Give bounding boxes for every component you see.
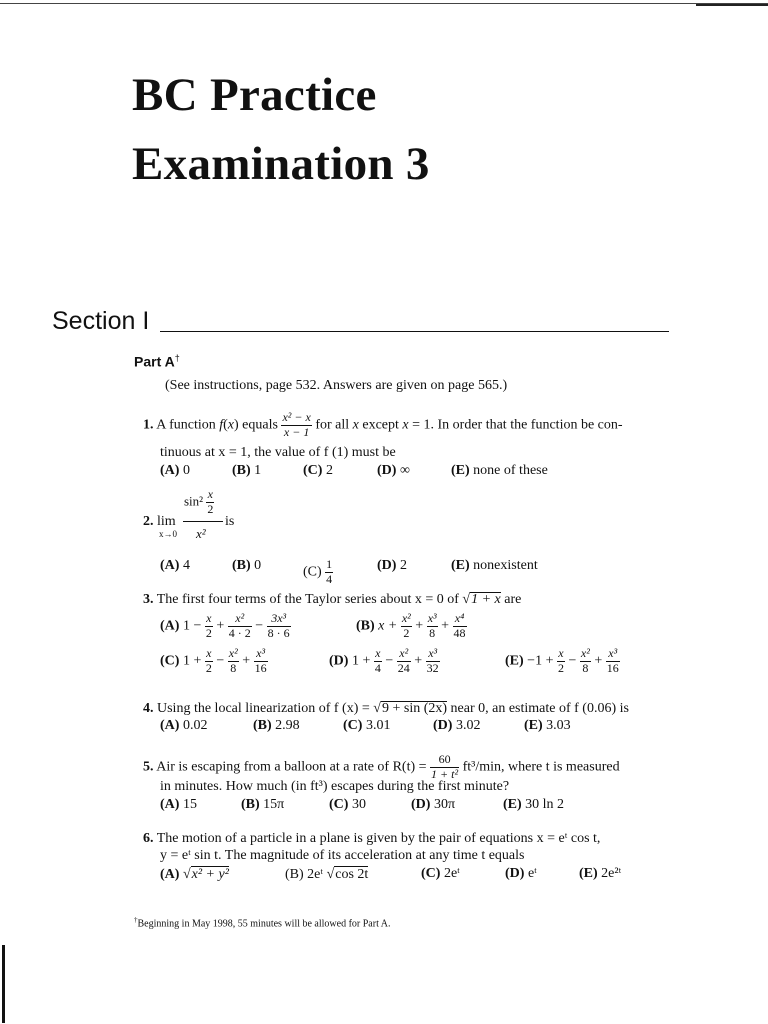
- q3-b-f1: [401, 612, 412, 641]
- q3-a-f2-den: 4 · 2: [228, 625, 251, 640]
- option-letter: (E): [579, 866, 598, 881]
- question-5-line-2: in minutes. How much (in ft³) escapes during the first minute?: [160, 779, 510, 794]
- question-6-line-2: y = eᵗ sin t. The magnitude of its acceleration at any time t equals: [160, 848, 525, 863]
- option-letter: (C): [343, 718, 363, 733]
- q3-option-b: [356, 612, 467, 641]
- q3-text-c: are: [500, 592, 522, 607]
- q3-c-t1: 1 +: [182, 653, 202, 669]
- q2-c-num: 1: [326, 557, 333, 571]
- q1-text-e: except: [358, 417, 403, 433]
- option-letter: (B): [232, 463, 251, 478]
- question-1-line-1: [143, 411, 623, 440]
- q3-option-e: [505, 647, 620, 676]
- q3-c-f2-num: x²: [228, 646, 238, 660]
- title-line-2: Examination 3: [132, 138, 430, 190]
- q3-e-f3: [606, 647, 620, 676]
- q3-c-f2: [228, 647, 239, 676]
- q6-line1: The motion of a particle in a plane is given by the pair of equations x = eᵗ cos t,: [156, 831, 601, 846]
- q2-lim: lim: [157, 514, 176, 529]
- q3-b-label: (B): [356, 618, 375, 634]
- q3-option-c: [160, 647, 268, 676]
- q3-e-f2-num: x²: [580, 646, 590, 660]
- q3-text-b: x = 0 of: [414, 592, 463, 607]
- q2-c-fraction: [325, 558, 333, 587]
- footnote-text: Beginning in May 1998, 55 minutes will be allowed for Part A.: [137, 918, 391, 930]
- question-4: 4. Using the local linearization of f (x) = √9 + sin (2x) near 0, an estimate of f (0.06) is: [143, 701, 629, 716]
- option-letter: (D): [433, 718, 453, 733]
- q4-radicand: 9 + sin (2x): [381, 701, 448, 716]
- q3-c-f2-den: 8: [230, 660, 237, 675]
- q3-c-f1-den: 2: [205, 660, 212, 675]
- q3-d-f1-den: 4: [374, 660, 381, 675]
- q3-e-f3-num: x³: [606, 647, 620, 662]
- q6-a-radicand: x² + y²: [191, 867, 229, 882]
- q1-fraction: [281, 411, 311, 440]
- q2-option-b: (B) 0: [232, 558, 262, 573]
- q2-c-den: 4: [326, 571, 333, 586]
- q2-denominator: x²: [196, 526, 206, 541]
- q1-x3: x: [402, 417, 409, 433]
- question-number: 6.: [143, 831, 154, 846]
- q3-d-f2-num: x²: [397, 647, 411, 662]
- q5-option-d: (D) 30π: [411, 797, 456, 812]
- option-letter: (B): [232, 558, 251, 573]
- option-letter: (D): [377, 463, 397, 478]
- option-letter: (E): [524, 718, 543, 733]
- q4-option-c: (C) 3.01: [343, 718, 391, 733]
- option-letter: (D): [377, 558, 397, 573]
- q3-b-f3-num: x⁴: [453, 612, 467, 627]
- q1-text-a: A function: [156, 417, 220, 433]
- q3-c-f1-num: x: [206, 646, 212, 660]
- q3-a-f1: [205, 612, 213, 641]
- top-edge-rule: [0, 3, 768, 4]
- q3-b-f2-den: 8: [429, 625, 436, 640]
- q6-a-label: (A): [160, 867, 180, 882]
- q3-c-f3: [254, 647, 268, 676]
- part-footnote-mark: †: [174, 353, 180, 363]
- q3-e-t2: −: [568, 653, 577, 669]
- option-letter: (E): [503, 797, 522, 812]
- q5-text-b: ft³/min, where t is measured: [459, 759, 620, 775]
- scan-edge-mark: [2, 945, 5, 1023]
- q4-option-e: (E) 3.03: [524, 718, 571, 733]
- option-letter: (E): [451, 558, 470, 573]
- part-label: Part A: [134, 353, 175, 370]
- q2-option-a: (A) 4: [160, 558, 190, 573]
- option-letter: (E): [451, 463, 470, 478]
- q3-c-f1: [205, 647, 213, 676]
- q3-d-f3-num: x³: [426, 647, 440, 662]
- question-number: 5.: [143, 759, 154, 775]
- question-6-line-1: [143, 832, 600, 846]
- option-letter: (C): [329, 797, 349, 812]
- q3-a-t1: 1 −: [182, 618, 202, 634]
- q1-option-d: (D) ∞: [377, 463, 410, 478]
- q3-d-t1: 1 +: [351, 653, 371, 669]
- q5-option-e: (E) 30 ln 2: [503, 797, 565, 812]
- q6-option-a: (A) √x² + y²: [160, 867, 229, 882]
- question-1-line-2: tinuous at x = 1, the value of f (1) must be: [160, 445, 396, 460]
- q3-text-a: The first four terms of the Taylor series about: [156, 592, 415, 607]
- q3-e-f2: [580, 647, 591, 676]
- section-rule: [160, 331, 669, 332]
- q1-text-b: (: [223, 417, 228, 433]
- question-5: [143, 753, 620, 782]
- q2-option-c-label: (C): [303, 564, 322, 580]
- q4-option-a: (A) 0.02: [160, 718, 208, 733]
- q3-d-f1: [374, 647, 382, 676]
- q1-text-c: ) equals: [234, 417, 282, 433]
- q3-d-t3: +: [414, 653, 423, 669]
- q3-b-t1: x +: [378, 618, 398, 634]
- q1-option-b: (B) 1: [232, 463, 262, 478]
- q5-option-c: (C) 30: [329, 797, 366, 812]
- part-heading: [134, 353, 180, 370]
- q3-e-f1-den: 2: [557, 660, 564, 675]
- q3-a-f1-den: 2: [205, 625, 212, 640]
- q3-b-f1-num: x²: [401, 611, 411, 625]
- q3-c-f3-num: x³: [254, 647, 268, 662]
- q1-option-a: (A) 0: [160, 463, 190, 478]
- q2-fraction-bar: [183, 521, 223, 522]
- q3-d-f3: [426, 647, 440, 676]
- q2-option-d: (D) 2: [377, 558, 407, 573]
- q4-option-d: (D) 3.02: [433, 718, 481, 733]
- option-letter: (D): [505, 866, 525, 881]
- q3-d-f2-den: 24: [397, 660, 410, 675]
- question-2: [143, 515, 176, 529]
- q2-limit-sub: x→0: [159, 529, 177, 539]
- q3-b-t2: +: [415, 618, 424, 634]
- q3-a-f1-num: x: [206, 611, 212, 625]
- instructions: (See instructions, page 532. Answers are given on page 565.): [165, 378, 508, 393]
- q3-b-f2-num: x³: [427, 611, 437, 625]
- q3-e-f1: [557, 647, 565, 676]
- q3-b-f3-den: 48: [453, 625, 466, 640]
- q3-a-f2: [228, 612, 252, 641]
- q3-e-label: (E): [505, 653, 524, 669]
- q1-x2: x: [352, 417, 359, 433]
- option-letter: (A): [160, 718, 180, 733]
- q5-text-a: Air is escaping from a balloon at a rate of R(t) =: [156, 759, 431, 775]
- option-letter: (A): [160, 797, 180, 812]
- q1-frac-num: x² − x: [282, 410, 311, 424]
- q3-option-a: [160, 612, 291, 641]
- q4-option-b: (B) 2.98: [253, 718, 300, 733]
- q3-a-f3-num: 3x³: [267, 612, 291, 627]
- q3-d-t2: −: [385, 653, 394, 669]
- footnote: [134, 916, 391, 929]
- q3-a-t3: −: [255, 618, 264, 634]
- option-letter: (A): [160, 558, 180, 573]
- option-letter: (C): [421, 866, 441, 881]
- q1-text-f: = 1. In order that the function be con-: [408, 417, 623, 433]
- top-edge-rule-thick: [696, 4, 768, 6]
- q3-a-f2-num: x²: [228, 612, 252, 627]
- question-3: 3. The first four terms of the Taylor series about x = 0 of √1 + x are: [143, 592, 522, 607]
- q3-c-label: (C): [160, 653, 180, 669]
- q5-fraction: [430, 753, 459, 782]
- q2-x-over-2: [206, 488, 214, 517]
- q6-option-b: (B) 2eᵗ √cos 2t: [285, 867, 369, 882]
- q3-d-f1-num: x: [375, 646, 381, 660]
- q6-b-radicand: cos 2t: [335, 867, 369, 882]
- option-letter: (D): [411, 797, 431, 812]
- q4-text-b: near 0, an estimate of f (0.06) is: [447, 701, 629, 716]
- q3-d-f2: [397, 647, 411, 676]
- q3-a-label: (A): [160, 618, 180, 634]
- q1-option-c: (C) 2: [303, 463, 333, 478]
- q3-b-f2: [427, 612, 438, 641]
- q3-c-t3: +: [242, 653, 251, 669]
- q2-2: 2: [207, 501, 214, 516]
- q3-option-d: [329, 647, 440, 676]
- q1-text-d: for all: [311, 417, 353, 433]
- q3-e-f3-den: 16: [606, 660, 619, 675]
- q5-option-b: (B) 15π: [241, 797, 285, 812]
- q6-b-label: (B) 2eᵗ: [285, 867, 324, 882]
- q3-b-t3: +: [441, 618, 450, 634]
- q2-numerator: [184, 488, 214, 517]
- q3-e-t1: −1 +: [527, 653, 554, 669]
- title-line-1: BC Practice: [132, 69, 377, 121]
- q1-f: f: [219, 417, 224, 433]
- q5-frac-den: 1 + t²: [431, 766, 459, 781]
- q3-e-f2-den: 8: [582, 660, 589, 675]
- question-number: 2.: [143, 514, 154, 529]
- q3-d-f3-den: 32: [426, 660, 439, 675]
- q3-e-t3: +: [594, 653, 603, 669]
- option-letter: (B): [241, 797, 260, 812]
- q3-e-f1-num: x: [558, 646, 564, 660]
- q2-x: x: [207, 487, 213, 501]
- q1-option-e: (E) none of these: [451, 463, 548, 478]
- q2-sin: sin²: [184, 493, 204, 509]
- q2-option-c: [303, 558, 333, 587]
- option-letter: (B): [253, 718, 272, 733]
- q3-a-f3: [267, 612, 291, 641]
- q3-a-f3-den: 8 · 6: [267, 625, 290, 640]
- question-number: 3.: [143, 592, 154, 607]
- q2-is: is: [225, 514, 235, 529]
- option-letter: (C): [303, 463, 323, 478]
- q3-b-f1-den: 2: [403, 625, 410, 640]
- q3-c-f3-den: 16: [254, 660, 267, 675]
- footnote-mark: †: [134, 916, 138, 924]
- question-number: 1.: [143, 417, 154, 433]
- option-letter: (A): [160, 463, 180, 478]
- q3-a-t2: +: [216, 618, 225, 634]
- q3-c-t2: −: [216, 653, 225, 669]
- q2-option-e: (E) nonexistent: [451, 558, 538, 573]
- q3-radicand: 1 + x: [471, 592, 501, 607]
- q6-option-d: (D) eᵗ: [505, 866, 537, 881]
- q1-frac-den: x − 1: [283, 424, 310, 439]
- question-number: 4.: [143, 701, 154, 716]
- q5-option-a: (A) 15: [160, 797, 197, 812]
- q1-x: x: [227, 417, 235, 433]
- q3-d-label: (D): [329, 653, 349, 669]
- q5-frac-num: 60: [430, 753, 459, 768]
- q6-option-c: (C) 2eᵗ: [421, 866, 460, 881]
- section-heading: Section I: [52, 307, 150, 335]
- q4-text-a: Using the local linearization of f (x) =: [157, 701, 374, 716]
- q6-option-e: (E) 2e²ᵗ: [579, 866, 622, 881]
- q3-b-f3: [453, 612, 467, 641]
